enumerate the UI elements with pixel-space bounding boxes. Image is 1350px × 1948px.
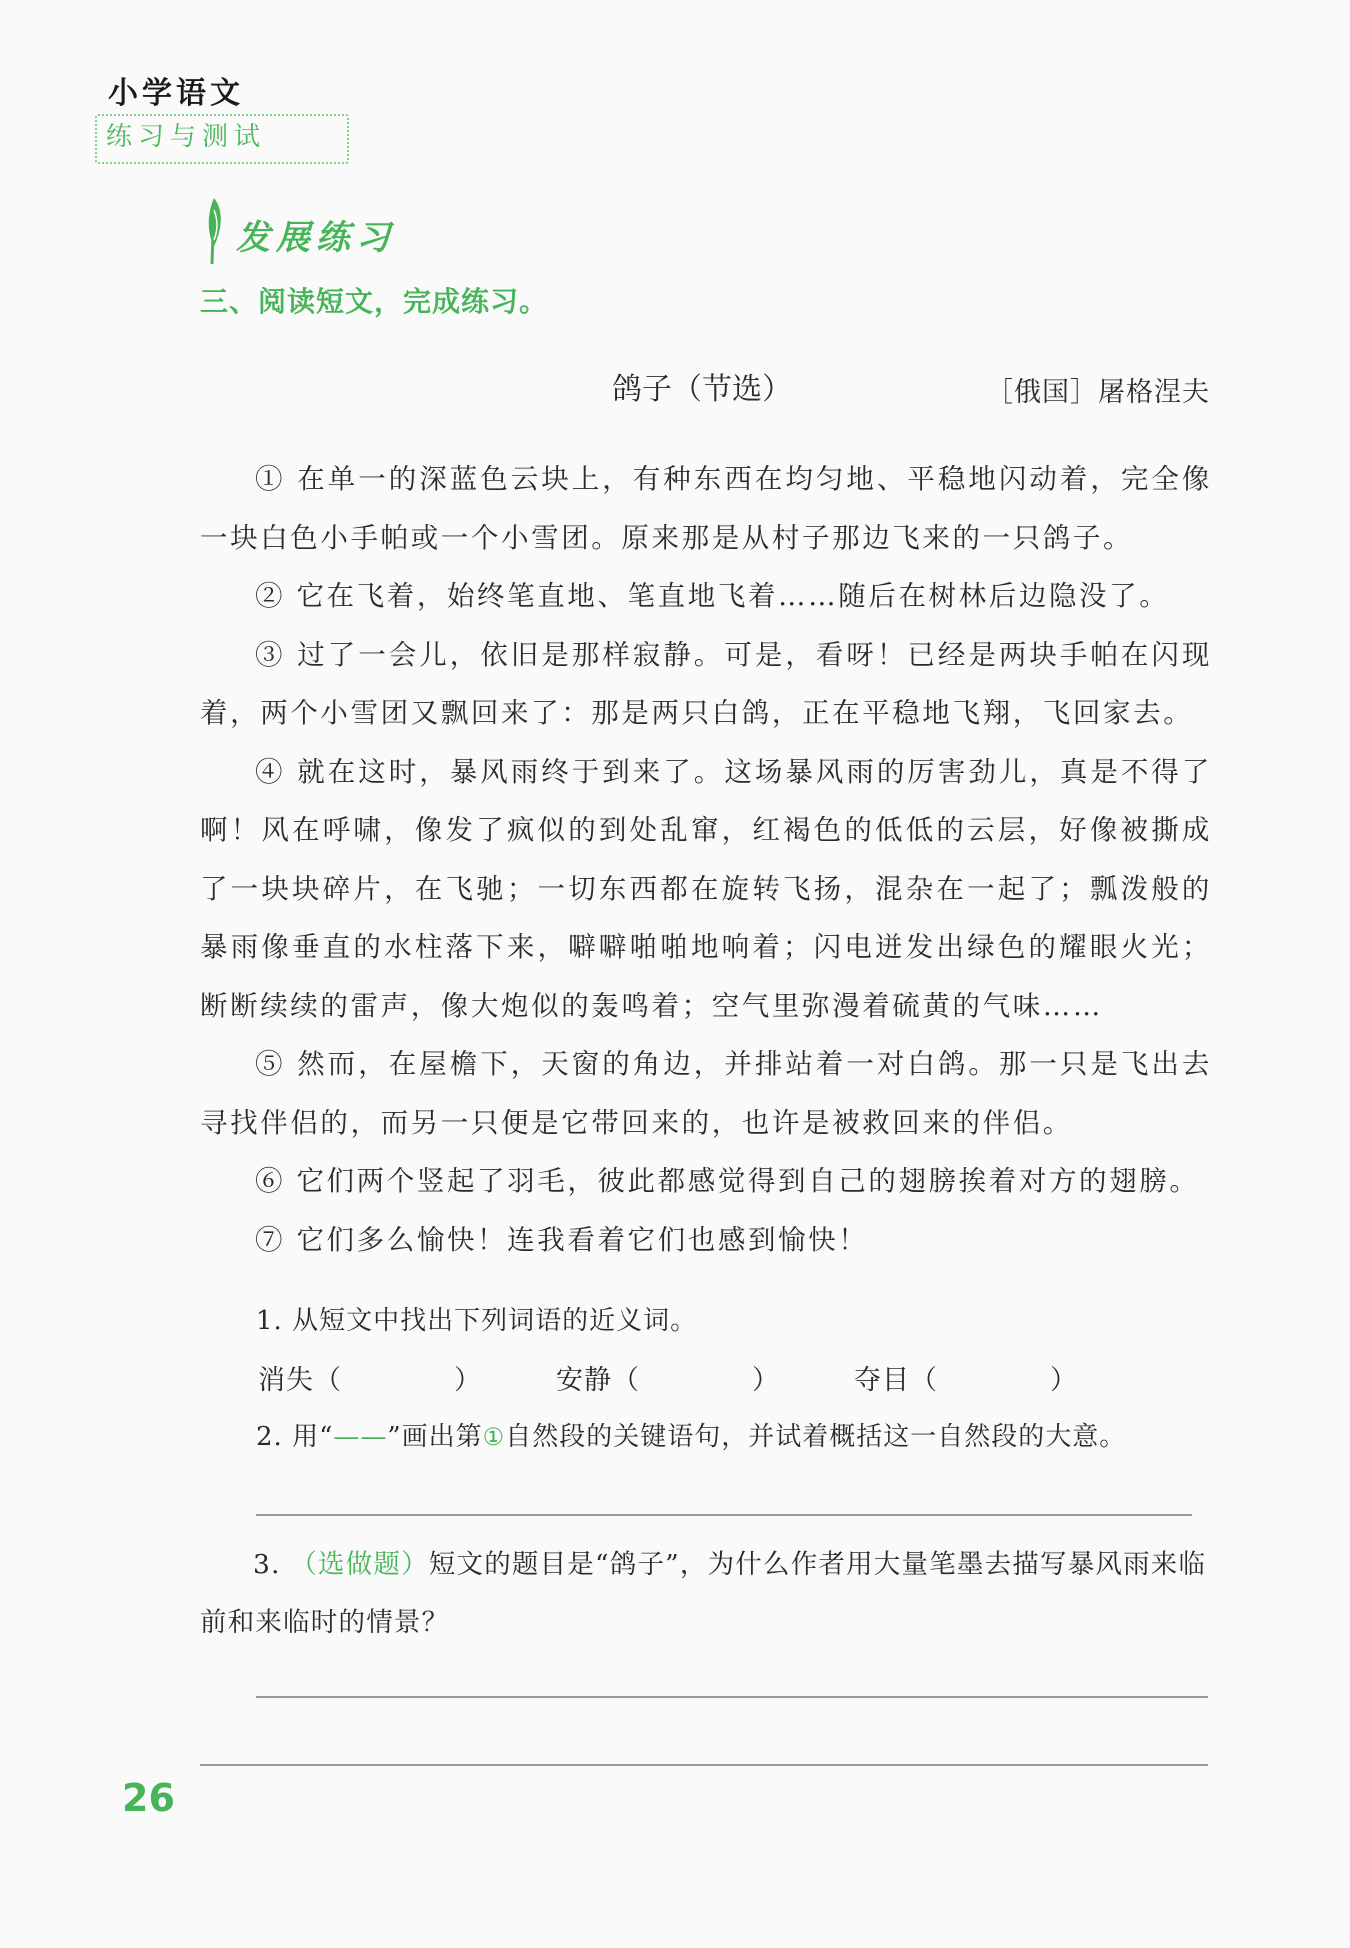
answer-line-q3-1[interactable] (256, 1696, 1208, 1698)
passage-author: ［俄国］屠格涅夫 (986, 377, 1210, 408)
page-number: 26 (122, 1776, 175, 1820)
synonym-blank-1[interactable]: 消失（ ） (258, 1365, 482, 1396)
paragraph-ref: ① (482, 1423, 506, 1451)
question-3-number: 3. (253, 1549, 291, 1580)
paragraph-2: ② 它在飞着，始终笔直地、笔直地飞着……随后在树林后边隐没了。 (255, 580, 1170, 612)
question-2-prefix: 2. 用“ (256, 1422, 334, 1452)
question-3-text: 短文的题目是“鸽子”，为什么作者用大量笔墨去描写暴风雨来临前和来临时的情景？ (200, 1549, 1207, 1638)
question-2 (256, 1416, 1236, 1453)
question-2-middle: ”画出第 (387, 1422, 483, 1452)
answer-line-q3-2[interactable] (200, 1764, 1208, 1766)
question-2-suffix: 自然段的关键语句，并试着概括这一自然段的大意。 (505, 1422, 1127, 1452)
answer-line-q2[interactable] (256, 1514, 1192, 1516)
synonym-blank-3[interactable]: 夺目（ ） (854, 1365, 1078, 1396)
paragraph-4: ④ 就在这时，暴风雨终于到来了。这场暴风雨的厉害劲儿，真是不得了啊！风在呼啸，像发了疯似的到处乱窜，红褐色的低低的云层，好像被撕成了一块块碎片，在飞驰；一切东西都在旋转飞扬，混杂在一起了；瓢泼般的暴雨像垂直的水柱落下来，噼噼啪啪地响着；闪电迸发出绿色的耀眼火光；断断续续的雷声，像大炮似的轰鸣着；空气里弥漫着硫黄的气味…… (200, 755, 1212, 1022)
underline-mark: —— (333, 1422, 388, 1452)
section-title: 发展练习 (236, 218, 396, 258)
synonym-blank-2[interactable]: 安静（ ） (556, 1365, 780, 1396)
leaf-icon (200, 196, 226, 268)
passage-title: 鸽子（节选） (612, 372, 792, 407)
exercise-instruction: 三、阅读短文，完成练习。 (200, 285, 549, 318)
book-subtitle: 练习与测试 (106, 122, 267, 152)
book-title: 小学语文 (108, 76, 244, 111)
paragraph-7: ⑦ 它们多么愉快！连我看着它们也感到愉快！ (255, 1223, 869, 1256)
paragraph-5: ⑤ 然而，在屋檐下，天窗的角边，并排站着一对白鸽。那一只是飞出去寻找伴侣的，而另一只便是它带回来的，也许是被救回来的伴侣。 (200, 1048, 1212, 1139)
question-1: 1. 从短文中找出下列词语的近义词。 (256, 1306, 698, 1336)
paragraph-6: ⑥ 它们两个竖起了羽毛，彼此都感觉得到自己的翅膀挨着对方的翅膀。 (255, 1165, 1200, 1197)
paragraph-3: ③ 过了一会儿，依旧是那样寂静。可是，看呀！已经是两块手帕在闪现着，两个小雪团又飘回来了：那是两只白鸽，正在平稳地飞翔，飞回家去。 (200, 638, 1212, 729)
passage-body (200, 450, 1212, 1269)
optional-tag: （选做题） (290, 1549, 429, 1580)
paragraph-1: ① 在单一的深蓝色云块上，有种东西在均匀地、平稳地闪动着，完全像一块白色小手帕或一个小雪团。原来那是从村子那边飞来的一只鸽子。 (200, 463, 1212, 554)
question-3 (200, 1536, 1212, 1652)
